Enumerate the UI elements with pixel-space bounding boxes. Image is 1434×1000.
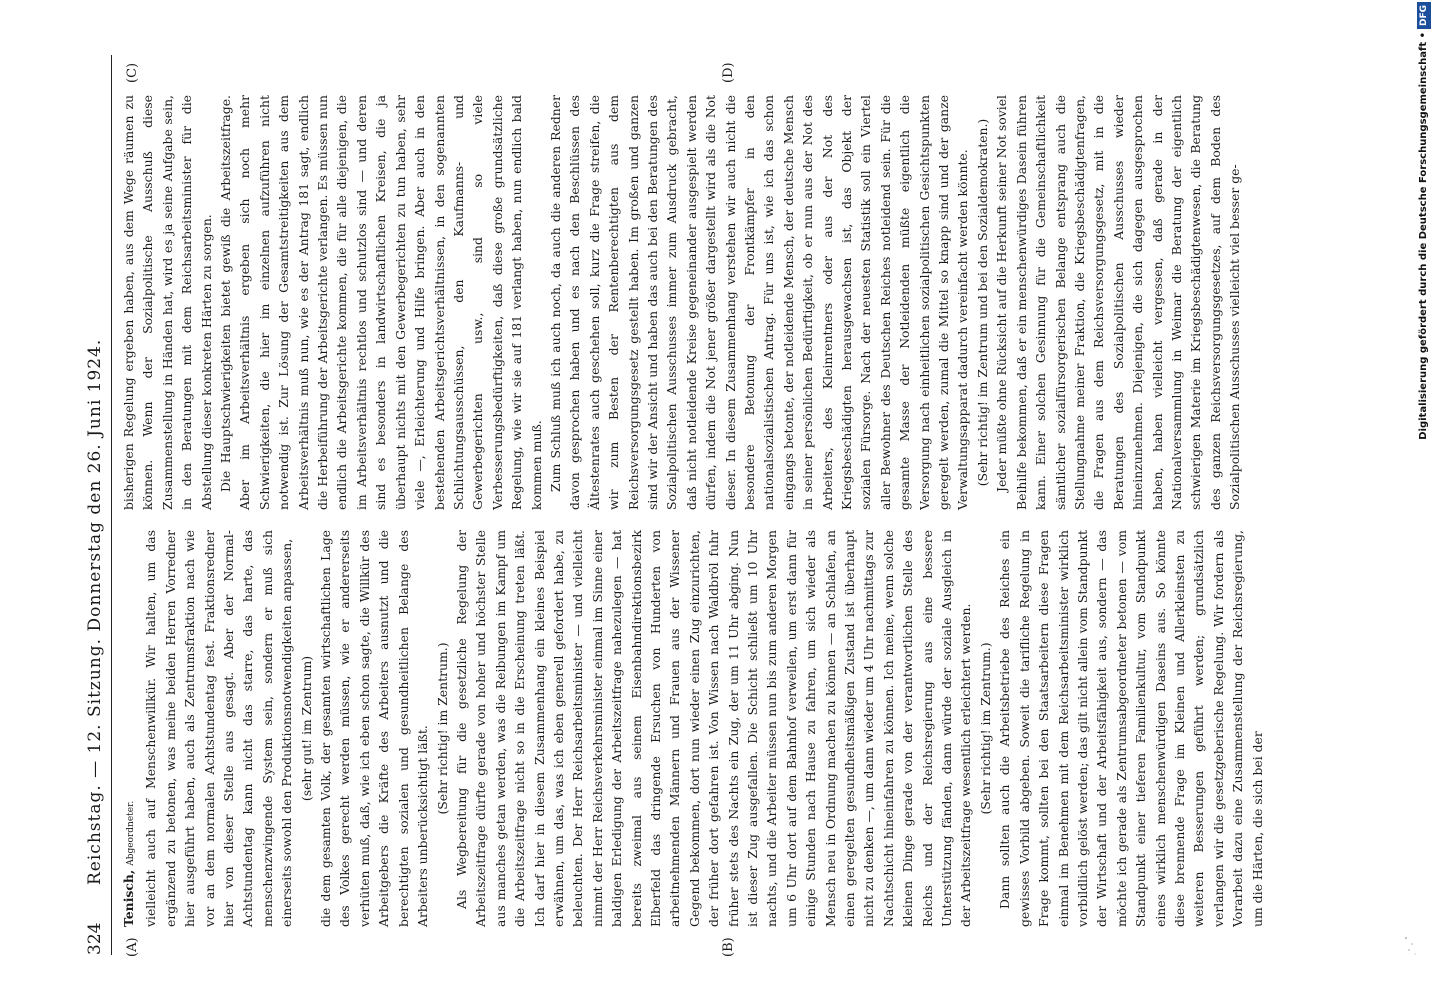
margin-marker-d: (D) (721, 62, 736, 83)
credit-line (1412, 2, 1434, 998)
interjection: (Sehr richtig! im Zentrum.) (434, 642, 450, 815)
margin-marker-b: (B) (721, 937, 736, 957)
running-title: Reichstag. — 12. Sitzung. Donnerstag den 26. Juni 1924. (85, 338, 105, 885)
paragraph: Zum Schluß muß ich auch noch, da auch die anderen Redner davon gesprochen haben und es nach den Beschlüssen des Ältestenrates auch geschehen soll, kurz die Frage streifen, die wir zum Besten der Rentenberechtigten aus dem Reichsversorgungsgesetz gestellt haben. Im großen und ganzen sind wir der Ansicht und haben das auch bei den Beratungen des Sozialpolitischen Ausschusses immer zum Ausdruck gebracht, daß nicht notleidende Kreise gegeneinander ausgespielt werden dürfen, indem die Not jener größer dargestellt wird als die Not dieser. In diesem Zusammenhang verstehen wir auch nicht die besondere Betonung der Frontkämpfer in den nationalsozialistischen Antrag. Für uns ist, wie ich das schon eingangs betonte, der notleidende Mensch, der deutsche Mensch in seiner persönlichen Bedürftigkeit, ob er nun aus der Not des Arbeiters, des Kleinrentners oder aus der Not des Kriegsbeschädigten herausgewachsen ist, das Objekt der sozialen Fürsorge. Nach der neuesten Statistik soll ein Viertel aller Bewohner des Deutschen Reiches notleidend sein. Für die gesamte Masse der Notleidenden müßte eigentlich die Versorgung nach einheitlichen sozialpolitischen Gesichtspunkten geregelt werden, zumal die Mittel so knapp sind und der ganze Verwaltungsapparat dadurch vereinfacht werden könnte. (547, 95, 971, 510)
interjection: (Sehr richtig! im Zentrum und bei den Sozialdemokraten.) (974, 118, 990, 487)
paragraph: bisherigen Regelung ergeben haben, aus dem Wege räumen zu können. Wenn der Sozialpolitische Ausschuß diese Zusammenstellung in Händen hat, wird es ja seine Aufgabe sein, in den Beratungen mit dem Reichsarbeitsminister für die Abstellung dieser konkreten Härten zu sorgen. (121, 95, 214, 510)
margin-marker-a: (A) (125, 937, 140, 957)
digitization-credit (1412, 2, 1434, 998)
interjection: (Sehr richtig! im Zentrum.) (977, 642, 993, 815)
paragraph: Jeder müßte ohne Rücksicht auf die Herkunft seiner Not soviel Beihilfe bekommen, daß er ein menschenwürdiges Dasein führen kann. Einer solchen Gesinnung für die Gemeinschaftlichkeit sämtlicher sozialfürsorgerischen Belange entsprang auch die Stellungnahme meiner Fraktion, die Kriegsbeschädigtenfragen, die Fragen aus dem Reichsversorgungsgesetz, mit in die Beratungen des Sozialpolitischen Ausschusses wieder hineinzunehmen. Diejenigen, die sich dagegen ausgesprochen haben, haben vielleicht vergessen, daß gerade in der Nationalversammlung in Weimar die Beratung der eigentlich schwierigen Materie im Kriegsbeschädigtenwesen, die Beratung des ganzen Reichsversorgungsgesetzes, auf dem Boden des Sozialpolitischen Ausschusses vielleicht viel besser ge- (994, 95, 1243, 510)
rotated-text-block (81, 55, 1351, 955)
page-header (81, 55, 112, 955)
paragraph: die dem gesamten Volk, der gesamten wirtschaftlichen Lage des Volkes gerecht werden müssen, wie er andererseits verhüten muß, daß, wie ich eben schon sagte, die Willkür des Arbeitgebers die Kräfte des Arbeiters ausnutzt und die berechtigten sozialen und gesundheitlichen Belange des Arbeiters unberücksichtigt läßt. (318, 530, 431, 927)
interjection: (sehr gut! im Zentrum) (298, 655, 314, 802)
scan-speck-marks (1400, 930, 1424, 960)
paragraph: Als Wegbereitung für die gesetzliche Regelung der Arbeitszeitfrage dürfte gerade von hoher und höchster Stelle aus manches getan werden, was die Reibungen im Kampf um die Arbeitszeitfrage nicht so in die Erscheinung treten läßt. Ich darf hier in diesem Zusammenhang ein kleines Beispiel erwähnen, um das, was ich eben generell gefordert habe, zu beleuchten. Der Herr Reichsarbeitsminister — und vielleicht nimmt der Herr Reichsverkehrsminister einmal im Sinne einer baldigen Erledigung der Arbeitszeitfrage nahezulegen — hat bereits zweimal aus seinem Eisenbahndirektionsbezirk Elberfeld das dringende Ersuchen von Hunderten von arbeitnehmenden Männern und Frauen aus der Wissener Gegend bekommen, dort nun wieder einen Zug einzurichten, der früher dort gefahren ist. Von Wissen nach Waldbröl fuhr früher stets des Nachts ein Zug, der um 11 Uhr abging. Nun ist dieser Zug ausgefallen. Die Schicht schließt um 10 Uhr nachts, und die Arbeiter müssen nun bis zum anderen Morgen um 6 Uhr dort auf dem Bahnhof verweilen, um erst dann für einige Stunden nach Hause zu fahren, um sich wieder als Mensch neu in Ordnung machen zu können — an Schlafen, an einen geregelten gesundheitsmäßigen Zustand ist überhaupt nicht zu denken —, um dann wieder um 4 Uhr nachmittags zur Nachtschicht hineinfahren zu können. Ich meine, wenn solche kleinen Dinge gerade von der verantwortlichen Stelle des Reichs und der Reichsregierung aus eine bessere Unterstützung fänden, dann würde der soziale Ausgleich in der Arbeitszeitfrage wesentlich erleichtert werden. (453, 530, 974, 927)
dfg-logo: DFG (1417, 2, 1431, 29)
margin-marker-c: (C) (125, 62, 140, 83)
paragraph: Dann sollten auch die Arbeitsbetriebe des Reiches ein gewisses Vorbild abgeben. Soweit die tarifliche Regelung in Frage kommt, sollten bei den Staatsarbeitern diese Fragen einmal im Benehmen mit dem Reichsarbeitsminister wirklich vorbildlich gelöst werden; das gilt nicht allein vom Standpunkt der Wirtschaft und der Arbeitsfähigkeit aus, sondern — das möchte ich gerade als Zentrumsabgeordneter betonen — vom Standpunkt einer tieferen Familienkultur, vom Standpunkt eines wirklich menschenwürdigen Daseins aus. So könnte diese brennende Frage im Kleinen und Allerkleinsten zu weiteren Besserungen geführt werden; grundsätzlich verlangen wir die gesetzgeberische Regelung. Wir fordern als Vorarbeit dazu eine Zusammenstellung der Reichsregierung, um die Härten, die sich bei der (997, 530, 1265, 927)
speaker-role: Abgeordneter. (126, 800, 136, 866)
credit-text: Digitalisierung gefördert durch die Deutsche Forschungsgemeinschaft • (1418, 32, 1429, 440)
page-number: 324 (85, 922, 105, 955)
speaker-name: Tenisch, (121, 869, 136, 927)
paragraph: Die Hauptschwierigkeiten bietet gewiß die Arbeitszeitfrage. Aber im Arbeitsverhältnis ergeben sich noch mehr Schwierigkeiten, die hier im einzelnen aufzuführen nicht notwendig ist. Zur Lösung der Gesamtstreitigkeiten aus dem Arbeitsverhältnis muß nun, wie es der Antrag 181 sagt, endlich die Herbeiführung der Arbeitsgerichte verlangen. Es müssen nun endlich die Arbeitsgerichte kommen, die für alle diejenigen, die im Arbeitsverhältnis rechtlos und schutzlos sind — und deren sind es besonders in landwirtschaftlichen Kreisen, die ja überhaupt nichts mit den Gewerbegerichten zu tun haben, sehr viele —, Erleichterung und Hilfe bringen. Aber auch in den bestehenden Arbeitsgerichtsverhältnissen, in den sogenannten Schlichtungsausschüssen, den Kaufmanns- und Gewerbegerichten usw., sind so viele Verbesserungsbedürftigkeiten, daß diese große grundsätzliche Regelung, wie wir sie auf 181 verlangt haben, nun endlich bald kommen muß. (218, 95, 544, 510)
speaker-line (119, 530, 141, 927)
paragraph: vielleicht auch auf Menschenwillkür. Wir halten, um das ergänzend zu betonen, was meine beiden Herren Vorredner hier ausgeführt haben, auch als Zentrumsfraktion nach wie vor an dem normalen Achtstundentag fest. Fraktionsredner hier von dieser Stelle aus gesagt. Aber der Normal-Achtstundentag kann nicht das starre, das harte, das menschenzwingende System sein, sondern er muß sich einerseits sowohl den Produktionsnotwendigkeiten anpassen, (143, 530, 295, 927)
left-column (119, 530, 1267, 955)
right-column (119, 95, 1245, 510)
